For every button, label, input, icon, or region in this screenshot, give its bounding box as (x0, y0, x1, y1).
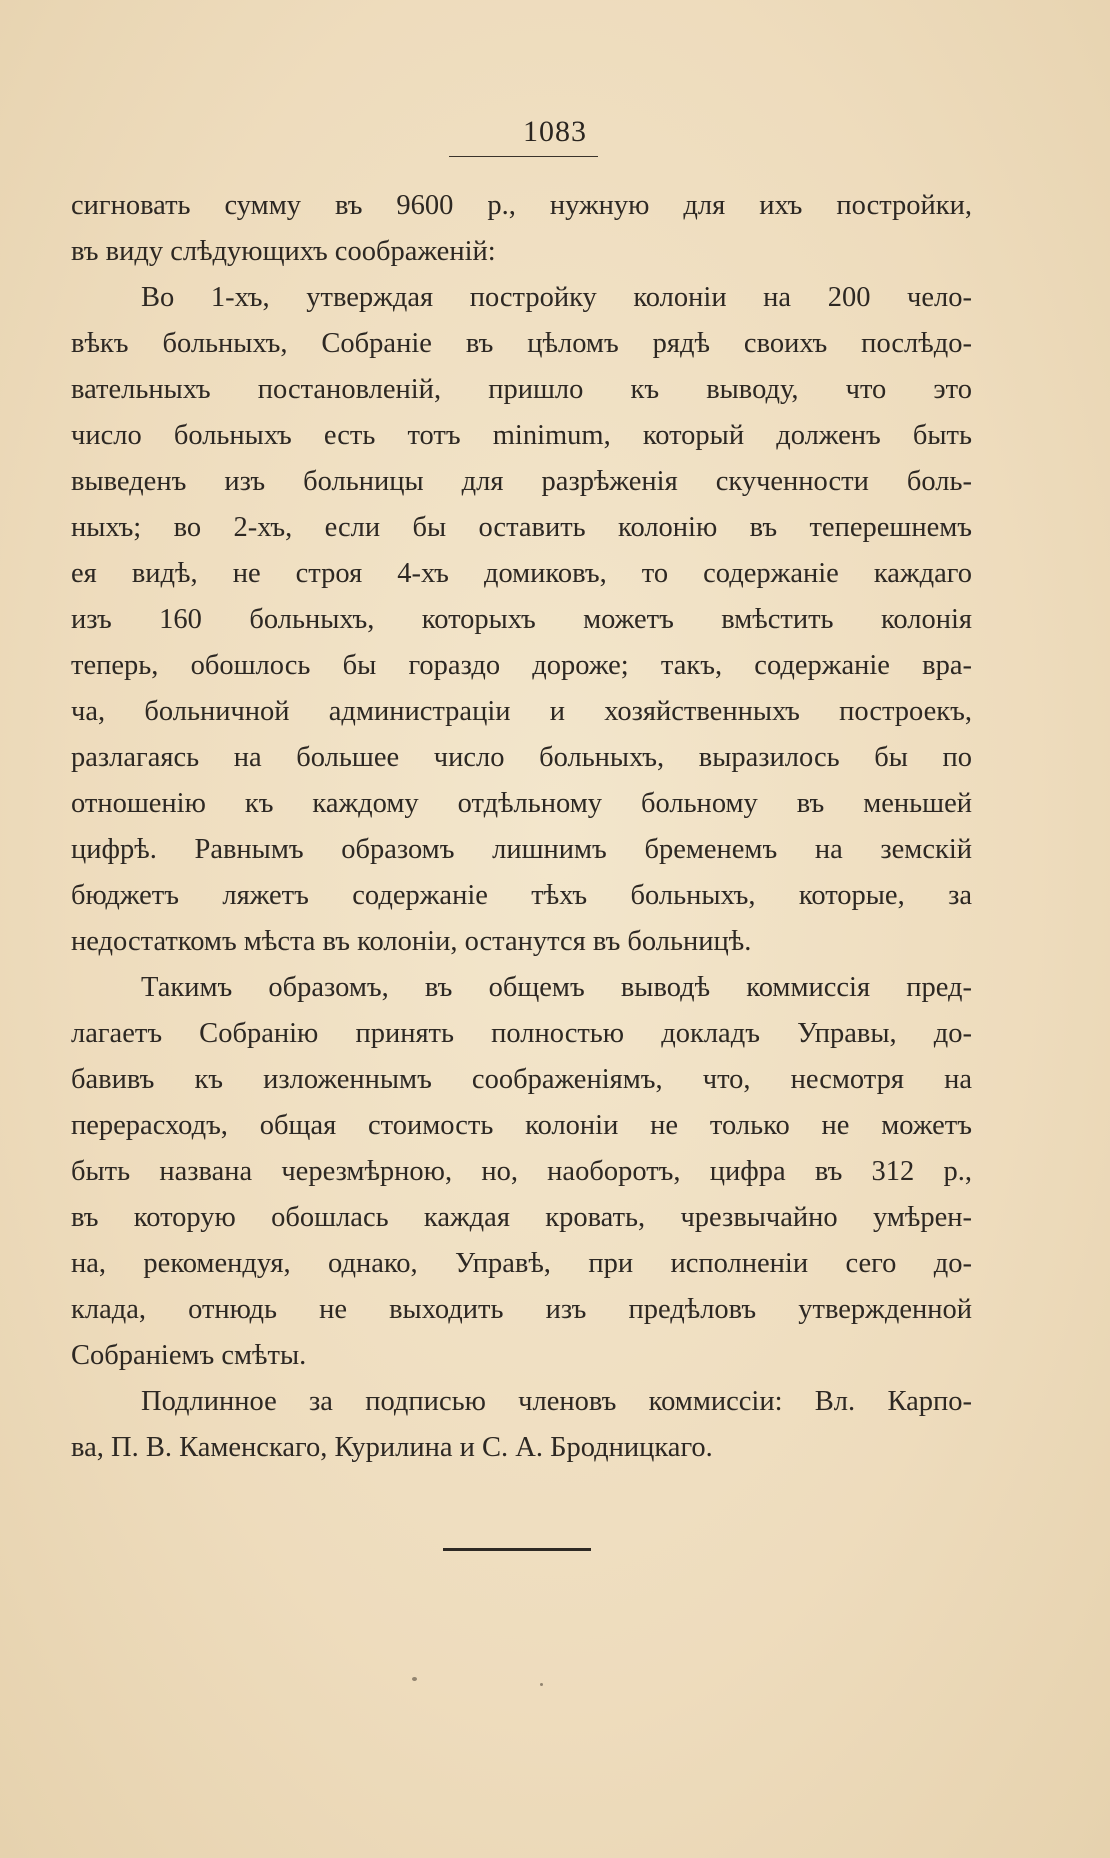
page-number-underline (449, 156, 598, 157)
text-line: на, рекомендуя, однако, Управѣ, при исполненіи сего до- (71, 1248, 972, 1279)
text-line: сигновать сумму въ 9600 р., нужную для ихъ постройки, (71, 190, 972, 221)
text-line: перерасходъ, общая стоимость колоніи не только не можетъ (71, 1110, 972, 1141)
text-line: клада, отнюдь не выходить изъ предѣловъ утвержденной (71, 1294, 972, 1325)
text-line: Подлинное за подписью членовъ коммиссіи: Вл. Карпо- (141, 1386, 972, 1417)
text-line: выведенъ изъ больницы для разрѣженія скученности боль- (71, 466, 972, 497)
text-line: Такимъ образомъ, въ общемъ выводѣ коммиссія пред- (141, 972, 972, 1003)
text-line: ныхъ; во 2-хъ, если бы оставить колонію въ теперешнемъ (71, 512, 972, 543)
text-line: цифрѣ. Равнымъ образомъ лишнимъ бременемъ на земскій (71, 834, 972, 865)
text-line: число больныхъ есть тотъ minimum, который долженъ быть (71, 420, 972, 451)
closing-rule (443, 1548, 591, 1551)
text-line: въ виду слѣдующихъ соображеній: (71, 236, 496, 267)
body-text (71, 183, 972, 1471)
text-line: въ которую обошлась каждая кровать, чрезвычайно умѣрен- (71, 1202, 972, 1233)
page-number: 1083 (523, 115, 587, 148)
text-line: разлагаясь на большее число больныхъ, выразилось бы по (71, 742, 972, 773)
text-line: ча, больничной администраціи и хозяйственныхъ построекъ, (71, 696, 972, 727)
text-line: ва, П. В. Каменскаго, Курилина и С. А. Бродницкаго. (71, 1432, 713, 1463)
print-speck (540, 1683, 543, 1686)
text-line: Во 1-хъ, утверждая постройку колоніи на 200 чело- (141, 282, 972, 313)
text-line: вательныхъ постановленій, пришло къ выводу, что это (71, 374, 972, 405)
text-line: Собраніемъ смѣты. (71, 1340, 307, 1371)
text-line: лагаетъ Собранію принять полностью докладъ Управы, до- (71, 1018, 972, 1049)
print-speck (412, 1677, 417, 1681)
text-line: бюджетъ ляжетъ содержаніе тѣхъ больныхъ, которые, за (71, 880, 972, 911)
text-line: теперь, обошлось бы гораздо дороже; такъ, содержаніе вра- (71, 650, 972, 681)
text-line: быть названа черезмѣрною, но, наоборотъ, цифра въ 312 р., (71, 1156, 972, 1187)
text-line: недостаткомъ мѣста въ колоніи, останутся въ больницѣ. (71, 926, 752, 957)
text-line: вѣкъ больныхъ, Собраніе въ цѣломъ рядѣ своихъ послѣдо- (71, 328, 972, 359)
text-line: ея видѣ, не строя 4-хъ домиковъ, то содержаніе каждаго (71, 558, 972, 589)
text-line: отношенію къ каждому отдѣльному больному въ меньшей (71, 788, 972, 819)
text-line: изъ 160 больныхъ, которыхъ можетъ вмѣстить колонія (71, 604, 972, 635)
text-line: бавивъ къ изложеннымъ соображеніямъ, что, несмотря на (71, 1064, 972, 1095)
